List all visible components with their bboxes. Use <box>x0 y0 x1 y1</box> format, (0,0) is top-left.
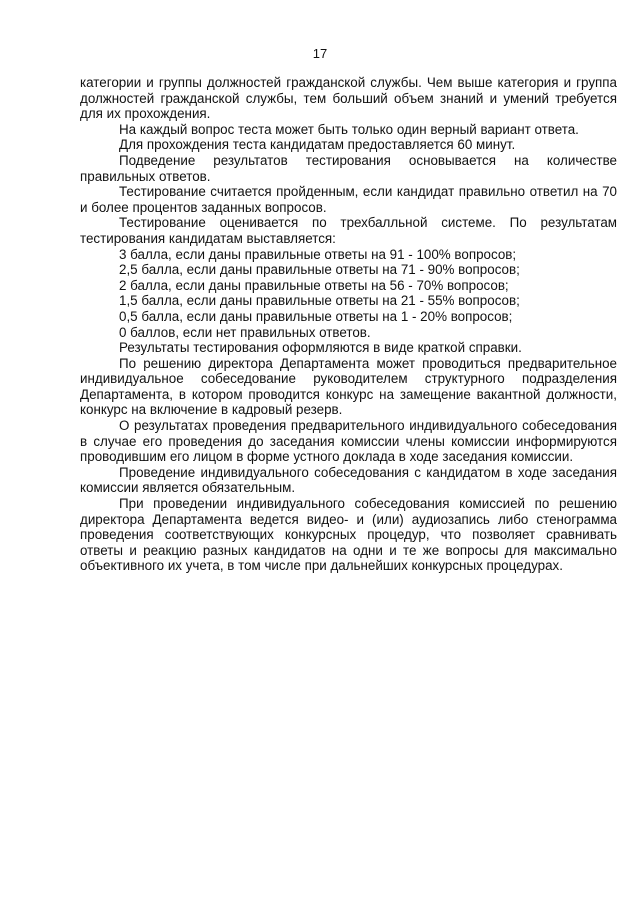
page-number: 17 <box>312 46 328 61</box>
score-item-2-5: 2,5 балла, если даны правильные ответы на 71 - 90% вопросов; <box>119 262 520 278</box>
paragraph-pass-threshold: Тестирование считается пройденным, если кандидат правильно ответил на 70 и более процентов заданных вопросов. <box>80 184 617 215</box>
paragraph-time-limit: Для прохождения теста кандидатам предоставляется 60 минут. <box>119 137 516 153</box>
score-item-1-5: 1,5 балла, если даны правильные ответы на 21 - 55% вопросов; <box>119 293 520 309</box>
paragraph-single-answer: На каждый вопрос теста может быть только один верный вариант ответа. <box>119 121 579 137</box>
paragraph-recording: При проведении индивидуального собеседования комиссией по решению директора Департамента ведется видео- и (или) аудиозапись либо стенограмма проведения соответствующих конкурсных процедур, что позволяет сравнивать ответы и реакцию разных кандидатов на одни и те же вопросы для максимально объективного их учета, в том числе при дальнейших конкурсных процедурах. <box>80 496 617 574</box>
paragraph-preliminary-interview: По решению директора Департамента может проводиться предварительное индивидуальное собеседование руководителем структурного подразделения Департамента, в котором проводится конкурс на замещение вакантной должности, конкурс на включение в кадровый резерв. <box>80 355 617 418</box>
score-item-0: 0 баллов, если нет правильных ответов. <box>119 324 371 340</box>
paragraph-interview-results: О результатах проведения предварительного индивидуального собеседования в случае его проведения до заседания комиссии члены комиссии информируются проводившим его лицом в форме устного доклада в ходе заседания комиссии. <box>80 418 617 465</box>
paragraph-results-report: Результаты тестирования оформляются в виде краткой справки. <box>119 340 522 356</box>
paragraph-continuation: категории и группы должностей гражданской службы. Чем выше категория и группа должностей гражданской службы, тем больший объем знаний и умений требуется для их прохождения. <box>80 75 617 122</box>
paragraph-scoring-system: Тестирование оценивается по трехбалльной системе. По результатам тестирования кандидатам выставляется: <box>80 215 617 246</box>
score-item-0-5: 0,5 балла, если даны правильные ответы на 1 - 20% вопросов; <box>119 308 513 324</box>
paragraph-interview-mandatory: Проведение индивидуального собеседования с кандидатом в ходе заседания комиссии является обязательным. <box>80 464 617 496</box>
score-item-2: 2 балла, если даны правильные ответы на 56 - 70% вопросов; <box>119 277 509 293</box>
paragraph-results-basis: Подведение результатов тестирования основывается на количестве правильных ответов. <box>80 152 617 184</box>
document-text <box>80 75 617 574</box>
score-item-3: 3 балла, если даны правильные ответы на 91 - 100% вопросов; <box>119 246 517 262</box>
